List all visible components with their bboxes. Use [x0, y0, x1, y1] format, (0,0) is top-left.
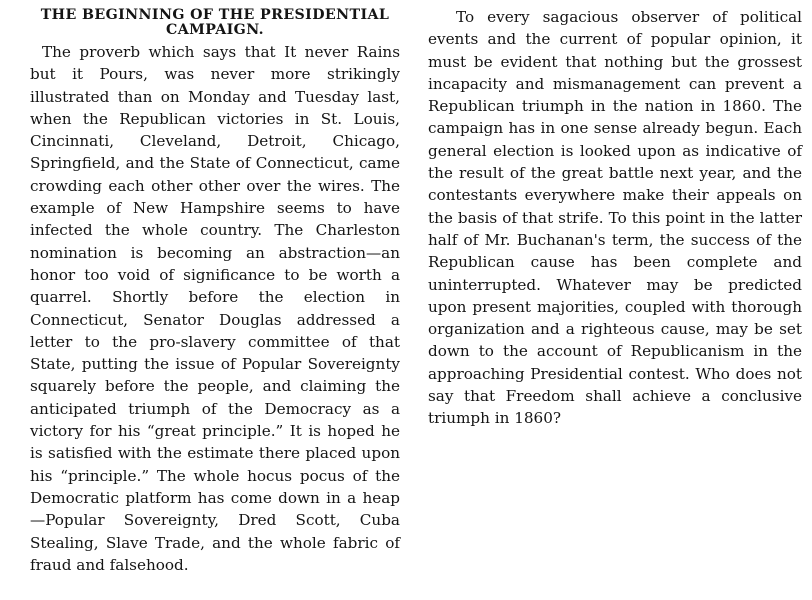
article-headline: THE BEGINNING OF THE PRESIDENTIAL CAMPAIGN.: [40, 7, 390, 38]
left-column: [30, 6, 400, 576]
right-column: [428, 6, 802, 430]
right-paragraph: To every sagacious observer of political events and the current of popular opinion, it must be evident that nothing but the grossest incapacity and mismanagement can prevent a Republican triumph in the nation in 1860. The campaign has in one sense already begun. Each general election is looked upon as indicative of the result of the great battle next year, and the contestants everywhere make their appeals on the basis of that strife. To this point in the latter half of Mr. Buchanan's term, the success of the Republican cause has been complete and uninterrupted. Whatever may be predicted upon present majorities, coupled with thorough organization and a righteous cause, may be set down to the account of Republicanism in the approaching Presidential contest. Who does not say that Freedom shall achieve a conclusive triumph in 1860?: [428, 8, 802, 428]
left-paragraph: The proverb which says that It never Rains but it Pours, was never more strikingly illustrated than on Monday and Tuesday last, when the Republican victories in St. Louis, Cincinnati, Cleveland, Detroit, Chicago, Springfield, and the State of Connecticut, came crowding each other other over the wires. The example of New Hampshire seems to have infected the whole country. The Charleston nomination is becoming an abstraction—an honor too void of significance to be worth a quarrel. Shortly before the election in Connecticut, Senator Douglas addressed a letter to the pro-slavery committee of that State, putting the issue of Popular Sovereignty squarely before the people, and claiming the anticipated triumph of the Democracy as a victory for his “great principle.” It is hoped he is satisfied with the estimate there placed upon his “principle.” The whole hocus pocus of the Democratic platform has come down in a heap—Popular Sovereignty, Dred Scott, Cuba Stealing, Slave Trade, and the whole fabric of fraud and falsehood.: [30, 43, 400, 574]
